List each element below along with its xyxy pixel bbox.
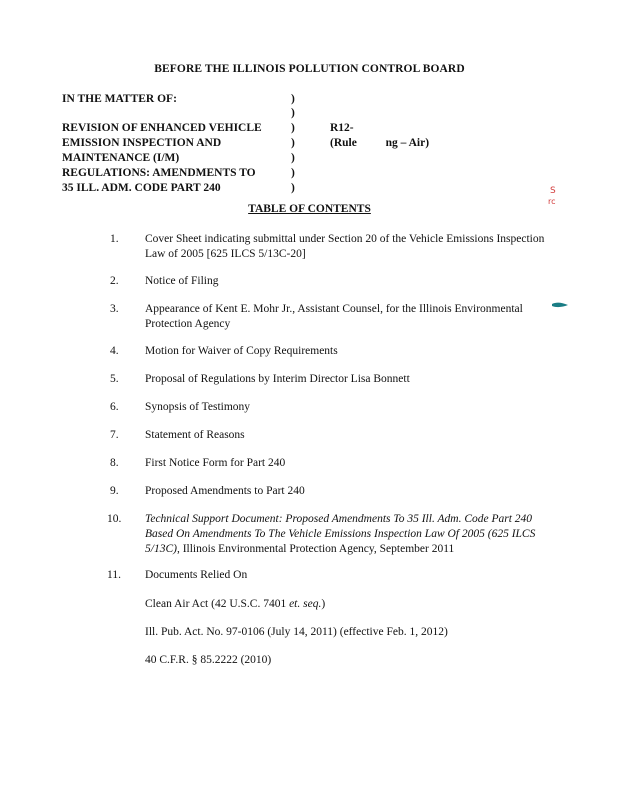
toc-item-number: 3. xyxy=(110,303,119,315)
reference-italic: et. seq. xyxy=(289,598,322,610)
stamp-mark: rc xyxy=(548,197,556,206)
toc-item-number: 5. xyxy=(110,373,119,385)
caption-line-regulations: REGULATIONS: AMENDMENTS TO xyxy=(62,167,256,179)
caption-line-code-part: 35 ILL. ADM. CODE PART 240 xyxy=(62,182,221,194)
caption-line-matter: IN THE MATTER OF: xyxy=(62,93,177,105)
toc-item-number: 4. xyxy=(110,345,119,357)
reference-text: Clean Air Act (42 U.S.C. 7401 xyxy=(145,598,290,610)
caption-paren: ) xyxy=(291,107,295,119)
caption-line-maintenance: MAINTENANCE (I/M) xyxy=(62,152,180,164)
board-heading: BEFORE THE ILLINOIS POLLUTION CONTROL BOARD xyxy=(154,63,465,75)
document-reference: 40 C.F.R. § 85.2222 (2010) xyxy=(145,654,272,666)
reference-tail: ) xyxy=(321,598,326,610)
stamp-mark: S xyxy=(550,186,556,196)
document-reference: Ill. Pub. Act. No. 97-0106 (July 14, 2011) (effective Feb. 1, 2012) xyxy=(145,626,448,638)
toc-item-text xyxy=(145,512,555,557)
caption-paren: ) xyxy=(291,137,295,149)
caption-paren: ) xyxy=(291,167,295,179)
caption-paren: ) xyxy=(291,152,295,164)
toc-item-text: First Notice Form for Part 240 xyxy=(145,457,286,469)
toc-item-text: Synopsis of Testimony xyxy=(145,401,251,413)
ink-mark xyxy=(551,301,569,309)
toc-item-publisher: , Illinois Environmental Protection Agency, September 2011 xyxy=(176,543,455,555)
caption-line-emission: EMISSION INSPECTION AND xyxy=(62,137,222,149)
document-reference xyxy=(145,597,325,612)
docket-number: R12- xyxy=(330,122,354,134)
caption-paren: ) xyxy=(291,93,295,105)
caption-paren: ) xyxy=(291,182,295,194)
caption-paren: ) xyxy=(291,122,295,134)
toc-item-number: 9. xyxy=(110,485,119,497)
toc-item-text: Documents Relied On xyxy=(145,569,248,581)
toc-item-number: 8. xyxy=(110,457,119,469)
caption-line-revision: REVISION OF ENHANCED VEHICLE xyxy=(62,122,262,134)
toc-item-number: 2. xyxy=(110,275,119,287)
toc-item-number: 11. xyxy=(107,569,121,581)
toc-item-text: Proposed Amendments to Part 240 xyxy=(145,485,305,497)
toc-item-text: Statement of Reasons xyxy=(145,429,245,441)
toc-item-text: Motion for Waiver of Copy Requirements xyxy=(145,345,338,357)
toc-item-number: 6. xyxy=(110,401,119,413)
toc-item-number: 1. xyxy=(110,233,119,245)
docket-type: (Rule ng – Air) xyxy=(330,137,430,149)
toc-item-italic-title: Technical Support Document: Proposed Amendments To 35 Ill. Adm. Code Part 240 Based On Amendments To The Vehicle Emissions Inspection Law Of 2005 (625 ILCS 5/13C) xyxy=(145,513,536,555)
toc-item-text: Cover Sheet indicating submittal under Section 20 of the Vehicle Emissions Inspection Law of 2005 [625 ILCS 5/13C-20] xyxy=(145,233,545,260)
toc-item-number: 7. xyxy=(110,429,119,441)
toc-item-text: Appearance of Kent E. Mohr Jr., Assistant Counsel, for the Illinois Environmental Protection Agency xyxy=(145,303,523,330)
toc-item-text: Notice of Filing xyxy=(145,275,219,287)
toc-item-number: 10. xyxy=(107,513,122,525)
toc-title: TABLE OF CONTENTS xyxy=(248,203,371,215)
toc-item-text: Proposal of Regulations by Interim Director Lisa Bonnett xyxy=(145,373,410,385)
